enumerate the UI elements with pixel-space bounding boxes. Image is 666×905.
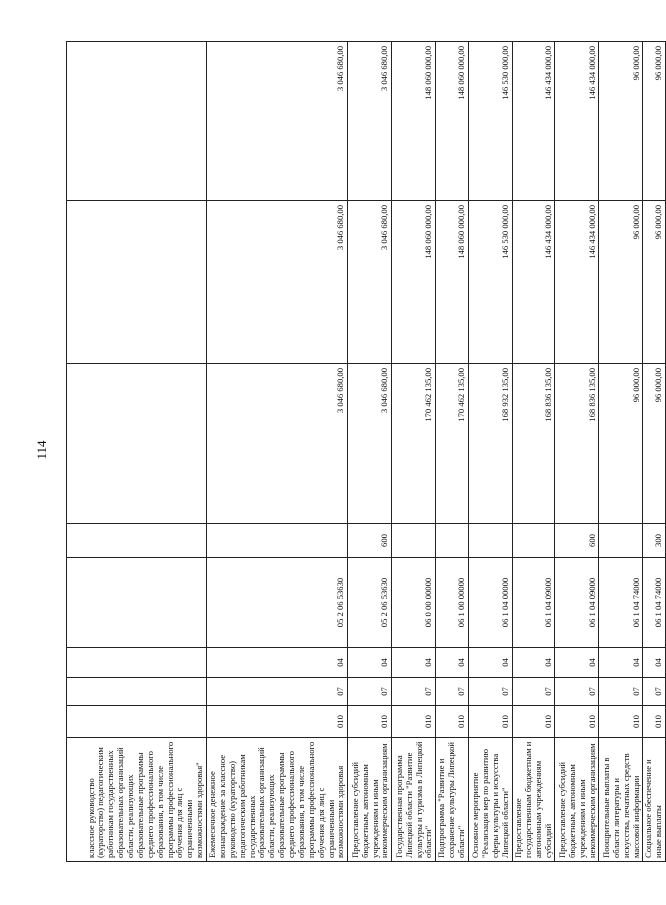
expense-type-code [207,524,348,558]
target-article-code: 06 1 04 09000 [555,558,599,648]
subsection-code: 04 [512,648,555,678]
admin-code: 010 [392,706,436,738]
target-article-code: 06 0 00 00000 [392,558,436,648]
table-row [555,42,599,862]
row-name: Предоставление субсидий бюджетным, автономным учреждениям и иным некоммерческим организациям [555,738,599,862]
expense-type-code [599,524,643,558]
section-code: 07 [512,678,555,706]
row-name: Предоставление государственным бюджетным и автономным учреждениям субсидий [512,738,555,862]
admin-code: 010 [348,706,392,738]
row-name: Поощрительные выплаты в области литературы и искусства, печатных средств массовой информации [599,738,643,862]
section-code: 07 [599,678,643,706]
table-row [67,42,207,862]
subsection-code: 04 [348,648,392,678]
amount-year-1: 168 932 135,00 [468,364,512,524]
target-article-code: 06 1 04 00000 [468,558,512,648]
amount-year-3: 148 060 000,00 [436,42,469,201]
table-row [207,42,348,862]
section-code: 07 [436,678,469,706]
target-article-code: 06 1 04 74000 [643,558,666,648]
admin-code: 010 [555,706,599,738]
table-row [468,42,512,862]
section-code: 07 [555,678,599,706]
subsection-code: 04 [599,648,643,678]
subsection-code: 04 [555,648,599,678]
amount-year-3: 146 434 000,00 [512,42,555,201]
amount-year-2: 148 060 000,00 [392,201,436,364]
table-row [436,42,469,862]
admin-code: 010 [643,706,666,738]
section-code [67,678,207,706]
section-code: 07 [348,678,392,706]
amount-year-3: 146 530 000,00 [468,42,512,201]
expense-type-code: 300 [643,524,666,558]
admin-code: 010 [512,706,555,738]
budget-table-container [66,42,664,862]
row-name: Ежемесячное денежное вознаграждение за классное руководство (кураторство) педагогическим работникам государственных образовательных организаций области, реализующих образовательные программы среднего профессионального образования, в том числе программы профессионального обучения для лиц с ограниченными возможностями здоровья [207,738,348,862]
subsection-code: 04 [207,648,348,678]
row-name: Подпрограмма "Развитие и сохранение культуры Липецкой области" [436,738,469,862]
expense-type-code [468,524,512,558]
section-code: 07 [468,678,512,706]
amount-year-3: 3 046 680,00 [207,42,348,201]
subsection-code: 04 [468,648,512,678]
budget-table [66,41,666,862]
row-name: Государственная программа Липецкой области "Развитие культуры и туризма в Липецкой области" [392,738,436,862]
section-code: 07 [207,678,348,706]
amount-year-1: 96 000,00 [599,364,643,524]
section-code: 07 [392,678,436,706]
amount-year-1: 168 836 135,00 [555,364,599,524]
table-row [599,42,643,862]
target-article-code: 06 1 00 00000 [436,558,469,648]
expense-type-code [512,524,555,558]
table-row [512,42,555,862]
target-article-code: 05 2 06 53630 [348,558,392,648]
admin-code: 010 [599,706,643,738]
subsection-code: 04 [436,648,469,678]
subsection-code [67,648,207,678]
amount-year-2: 146 530 000,00 [468,201,512,364]
expense-type-code [436,524,469,558]
page-number: 114 [34,440,49,460]
amount-year-1: 170 462 135,00 [392,364,436,524]
subsection-code: 04 [392,648,436,678]
amount-year-1: 3 046 680,00 [348,364,392,524]
row-name: Социальное обеспечение и иные выплаты [643,738,666,862]
amount-year-2: 3 046 680,00 [207,201,348,364]
subsection-code: 04 [643,648,666,678]
expense-type-code [67,524,207,558]
target-article-code [67,558,207,648]
table-row [348,42,392,862]
row-name: Предоставление субсидий бюджетным, автономным учреждениям и иным некоммерческим организациям [348,738,392,862]
expense-type-code: 600 [555,524,599,558]
admin-code: 010 [207,706,348,738]
amount-year-2: 3 046 680,00 [348,201,392,364]
admin-code: 010 [436,706,469,738]
target-article-code: 05 2 06 53630 [207,558,348,648]
amount-year-1: 96 000,00 [643,364,666,524]
amount-year-2: 96 000,00 [643,201,666,364]
amount-year-1: 3 046 680,00 [207,364,348,524]
admin-code [67,706,207,738]
table-row [643,42,666,862]
table-row [392,42,436,862]
expense-type-code: 600 [348,524,392,558]
row-name: Основное мероприятие "Реализация мер по развитию сферы культуры и искусства Липецкой области" [468,738,512,862]
amount-year-1: 170 462 135,00 [436,364,469,524]
amount-year-2: 146 434 000,00 [512,201,555,364]
amount-year-3 [67,42,207,201]
amount-year-3: 96 000,00 [643,42,666,201]
admin-code: 010 [468,706,512,738]
amount-year-2: 148 060 000,00 [436,201,469,364]
amount-year-3: 96 000,00 [599,42,643,201]
section-code: 07 [643,678,666,706]
amount-year-2: 146 434 000,00 [555,201,599,364]
amount-year-2 [67,201,207,364]
target-article-code: 06 1 04 09000 [512,558,555,648]
amount-year-3: 146 434 000,00 [555,42,599,201]
amount-year-3: 3 046 680,00 [348,42,392,201]
amount-year-1 [67,364,207,524]
amount-year-3: 148 060 000,00 [392,42,436,201]
budget-table-body [67,42,666,862]
expense-type-code [392,524,436,558]
row-name: классное руководство (кураторство) педагогическим работникам государственных образовательных организаций области, реализующих образовательные программы среднего профессионального образования, в том числе программы профессионального обучения для лиц с ограниченными возможностями здоровья" [67,738,207,862]
target-article-code: 06 1 04 74000 [599,558,643,648]
amount-year-1: 168 836 135,00 [512,364,555,524]
amount-year-2: 96 000,00 [599,201,643,364]
